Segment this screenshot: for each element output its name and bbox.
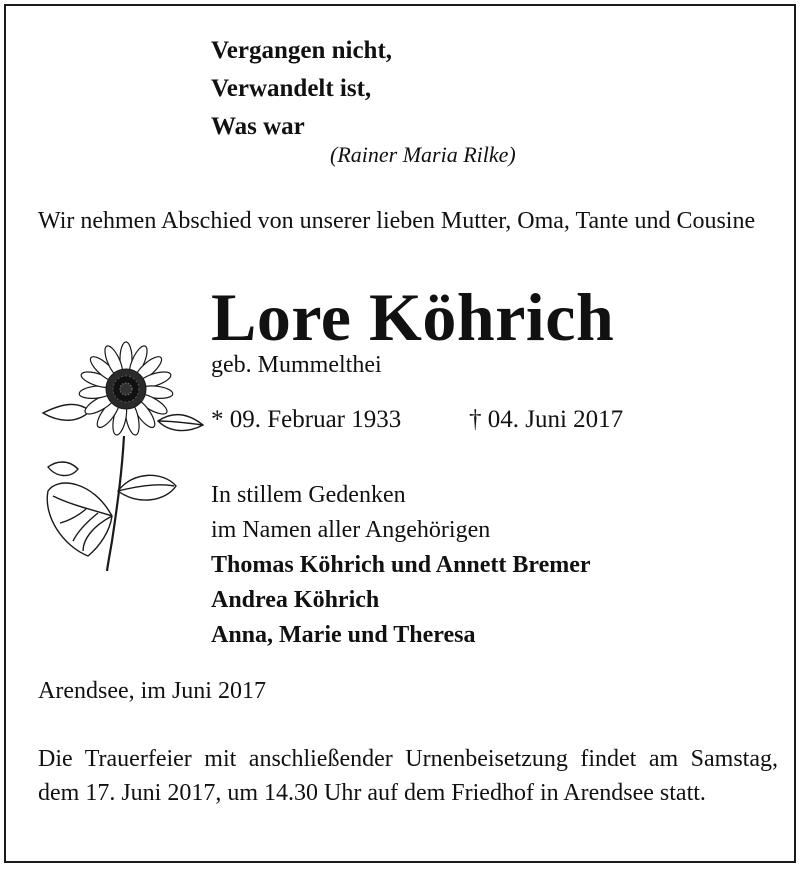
mourner-name: Andrea Köhrich [211, 587, 380, 613]
poem-line: Verwandelt ist, [211, 75, 372, 102]
life-dates [211, 406, 624, 434]
birth-name: geb. Mummelthei [211, 352, 382, 378]
memory-line: In stillem Gedenken [211, 482, 406, 508]
intro-text: Wir nehmen Abschied von unserer lieben Mutter, Oma, Tante und Cousine [38, 208, 756, 234]
poem-line: Vergangen nicht, [211, 37, 393, 64]
poem-line: Was war [211, 113, 305, 140]
poem-author: (Rainer Maria Rilke) [330, 142, 516, 167]
memory-block [211, 478, 591, 653]
place-date: Arendsee, im Juni 2017 [38, 678, 266, 704]
birth-date: * 09. Februar 1933 [211, 406, 402, 433]
sunflower-icon [38, 341, 206, 573]
mourner-name: Thomas Köhrich und Annett Bremer [211, 552, 591, 578]
poem [211, 32, 392, 146]
mourner-name: Anna, Marie und Theresa [211, 622, 476, 648]
death-date: † 04. Juni 2017 [469, 406, 624, 433]
obituary-frame [4, 4, 796, 863]
memory-line: im Namen aller Angehörigen [211, 517, 491, 543]
ceremony-text: Die Trauerfeier mit anschließender Urnenbeisetzung findet am Samstag, dem 17. Juni 2017, um 14.30 Uhr auf dem Friedhof in Arendsee statt. [38, 746, 778, 806]
deceased-name: Lore Köhrich [211, 279, 615, 355]
